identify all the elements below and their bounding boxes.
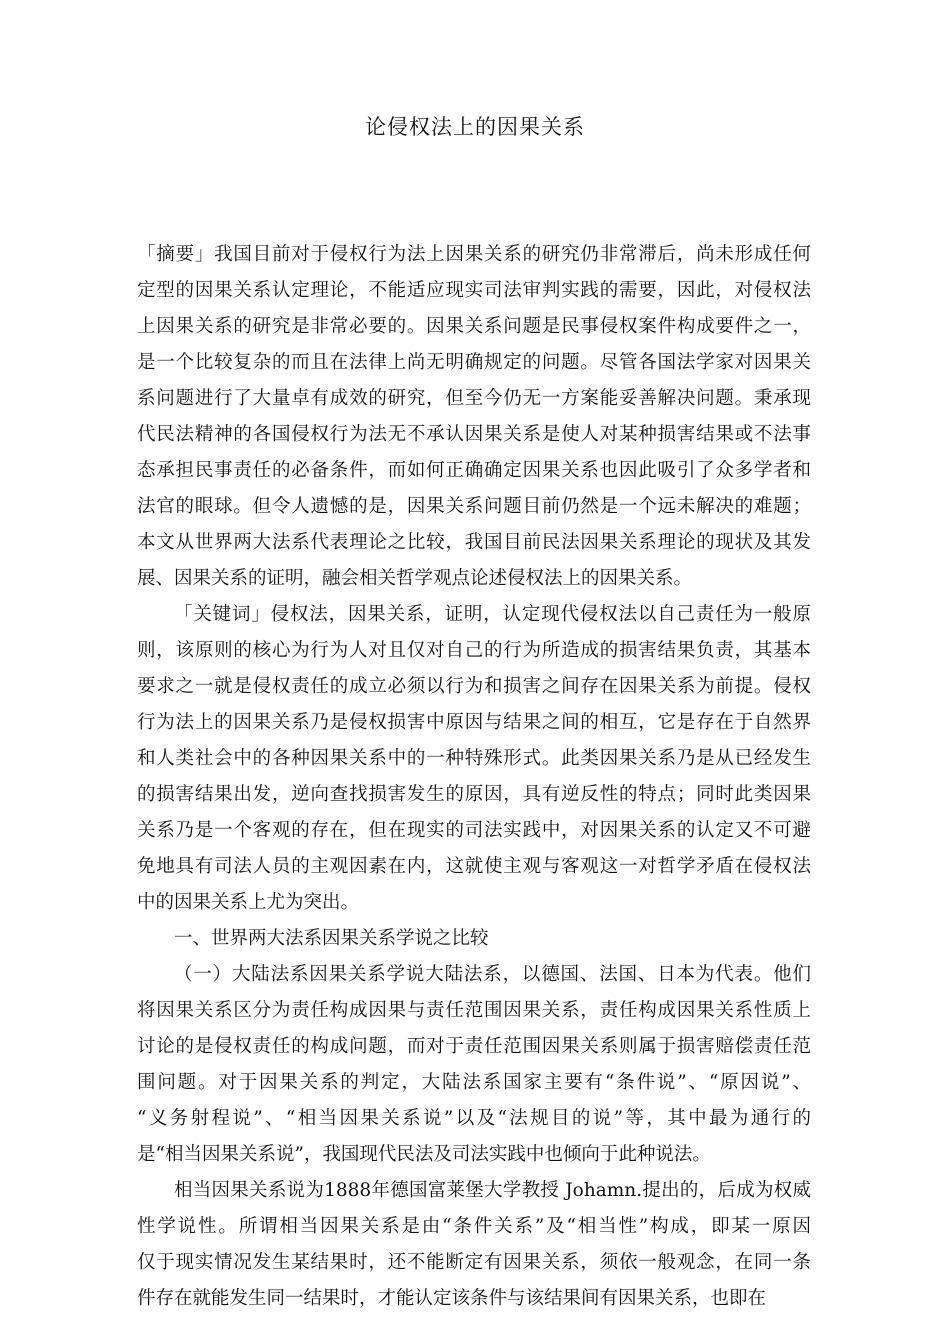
text-line: 定型的因果关系认定理论，不能适应现实司法审判实践的需要，因此，对侵权法 — [137, 280, 811, 301]
text-line: 代民法精神的各国侵权行为法无不承认因果关系是使人对某种损害结果或不法事 — [137, 424, 811, 445]
text-line: 中的因果关系上尤为突出。 — [137, 892, 360, 913]
text-line: 和人类社会中的各种因果关系中的一种特殊形式。此类因果关系乃是从已经发生 — [137, 748, 811, 769]
text-line: 性学说性。所谓相当因果关系是由“条件关系”及“相当性”构成，即某一原因 — [137, 1216, 811, 1237]
text-line: 上因果关系的研究是非常必要的。因果关系问题是民事侵权案件构成要件之一， — [137, 316, 811, 337]
text-line: 态承担民事责任的必备条件，而如何正确确定因果关系也因此吸引了众多学者和 — [137, 460, 811, 481]
text-line: 相当因果关系说为1888年德国富莱堡大学教授 Johamn.提出的，后成为权威 — [174, 1180, 811, 1201]
text-line: 仅于现实情况发生某结果时，还不能断定有因果关系，须依一般观念，在同一条 — [137, 1252, 811, 1273]
text-line: 本文从世界两大法系代表理论之比较，我国目前民法因果关系理论的现状及其发 — [137, 532, 811, 553]
text-line: 展、因果关系的证明，融会相关哲学观点论述侵权法上的因果关系。 — [137, 568, 693, 589]
text-line: 「摘要」我国目前对于侵权行为法上因果关系的研究仍非常滞后，尚未形成任何 — [137, 244, 811, 265]
text-line: 行为法上的因果关系乃是侵权损害中原因与结果之间的相互，它是存在于自然界 — [137, 712, 811, 733]
text-line: 一、世界两大法系因果关系学说之比较 — [174, 928, 489, 949]
text-line: 围问题。对于因果关系的判定，大陆法系国家主要有“条件说”、“原因说”、 — [137, 1072, 811, 1093]
text-line: 件存在就能发生同一结果时，才能认定该条件与该结果间有因果关系，也即在 — [137, 1288, 767, 1309]
text-line: 将因果关系区分为责任构成因果与责任范围因果关系，责任构成因果关系性质上 — [137, 1000, 811, 1021]
text-line: 则，该原则的核心为行为人对且仅对自己的行为所造成的损害结果负责，其基本 — [137, 640, 811, 661]
text-line: 讨论的是侵权责任的构成问题，而对于责任范围因果关系则属于损害赔偿责任范 — [137, 1036, 811, 1057]
text-line: 法官的眼球。但令人遗憾的是，因果关系问题目前仍然是一个远未解决的难题； — [137, 496, 811, 517]
document-body — [137, 237, 811, 1317]
text-line: 是“相当因果关系说”，我国现代民法及司法实践中也倾向于此种说法。 — [137, 1144, 711, 1165]
text-line: 免地具有司法人员的主观因素在内，这就使主观与客观这一对哲学矛盾在侵权法 — [137, 856, 811, 877]
text-line: 「关键词」侵权法，因果关系，证明，认定现代侵权法以自己责任为一般原 — [174, 604, 811, 625]
text-line: “义务射程说”、“相当因果关系说”以及“法规目的说”等，其中最为通行的 — [137, 1108, 811, 1129]
text-line: 要求之一就是侵权责任的成立必须以行为和损害之间存在因果关系为前提。侵权 — [137, 676, 811, 697]
text-line: （一）大陆法系因果关系学说大陆法系，以德国、法国、日本为代表。他们 — [174, 964, 811, 985]
text-line: 系问题进行了大量卓有成效的研究，但至今仍无一方案能妥善解决问题。秉承现 — [137, 388, 811, 409]
text-line: 的损害结果出发，逆向查找损害发生的原因，具有逆反性的特点；同时此类因果 — [137, 784, 811, 805]
text-line: 关系乃是一个客观的存在，但在现实的司法实践中，对因果关系的认定又不可避 — [137, 820, 811, 841]
text-line: 是一个比较复杂的而且在法律上尚无明确规定的问题。尽管各国法学家对因果关 — [137, 352, 811, 373]
document-title: 论侵权法上的因果关系 — [365, 115, 585, 139]
